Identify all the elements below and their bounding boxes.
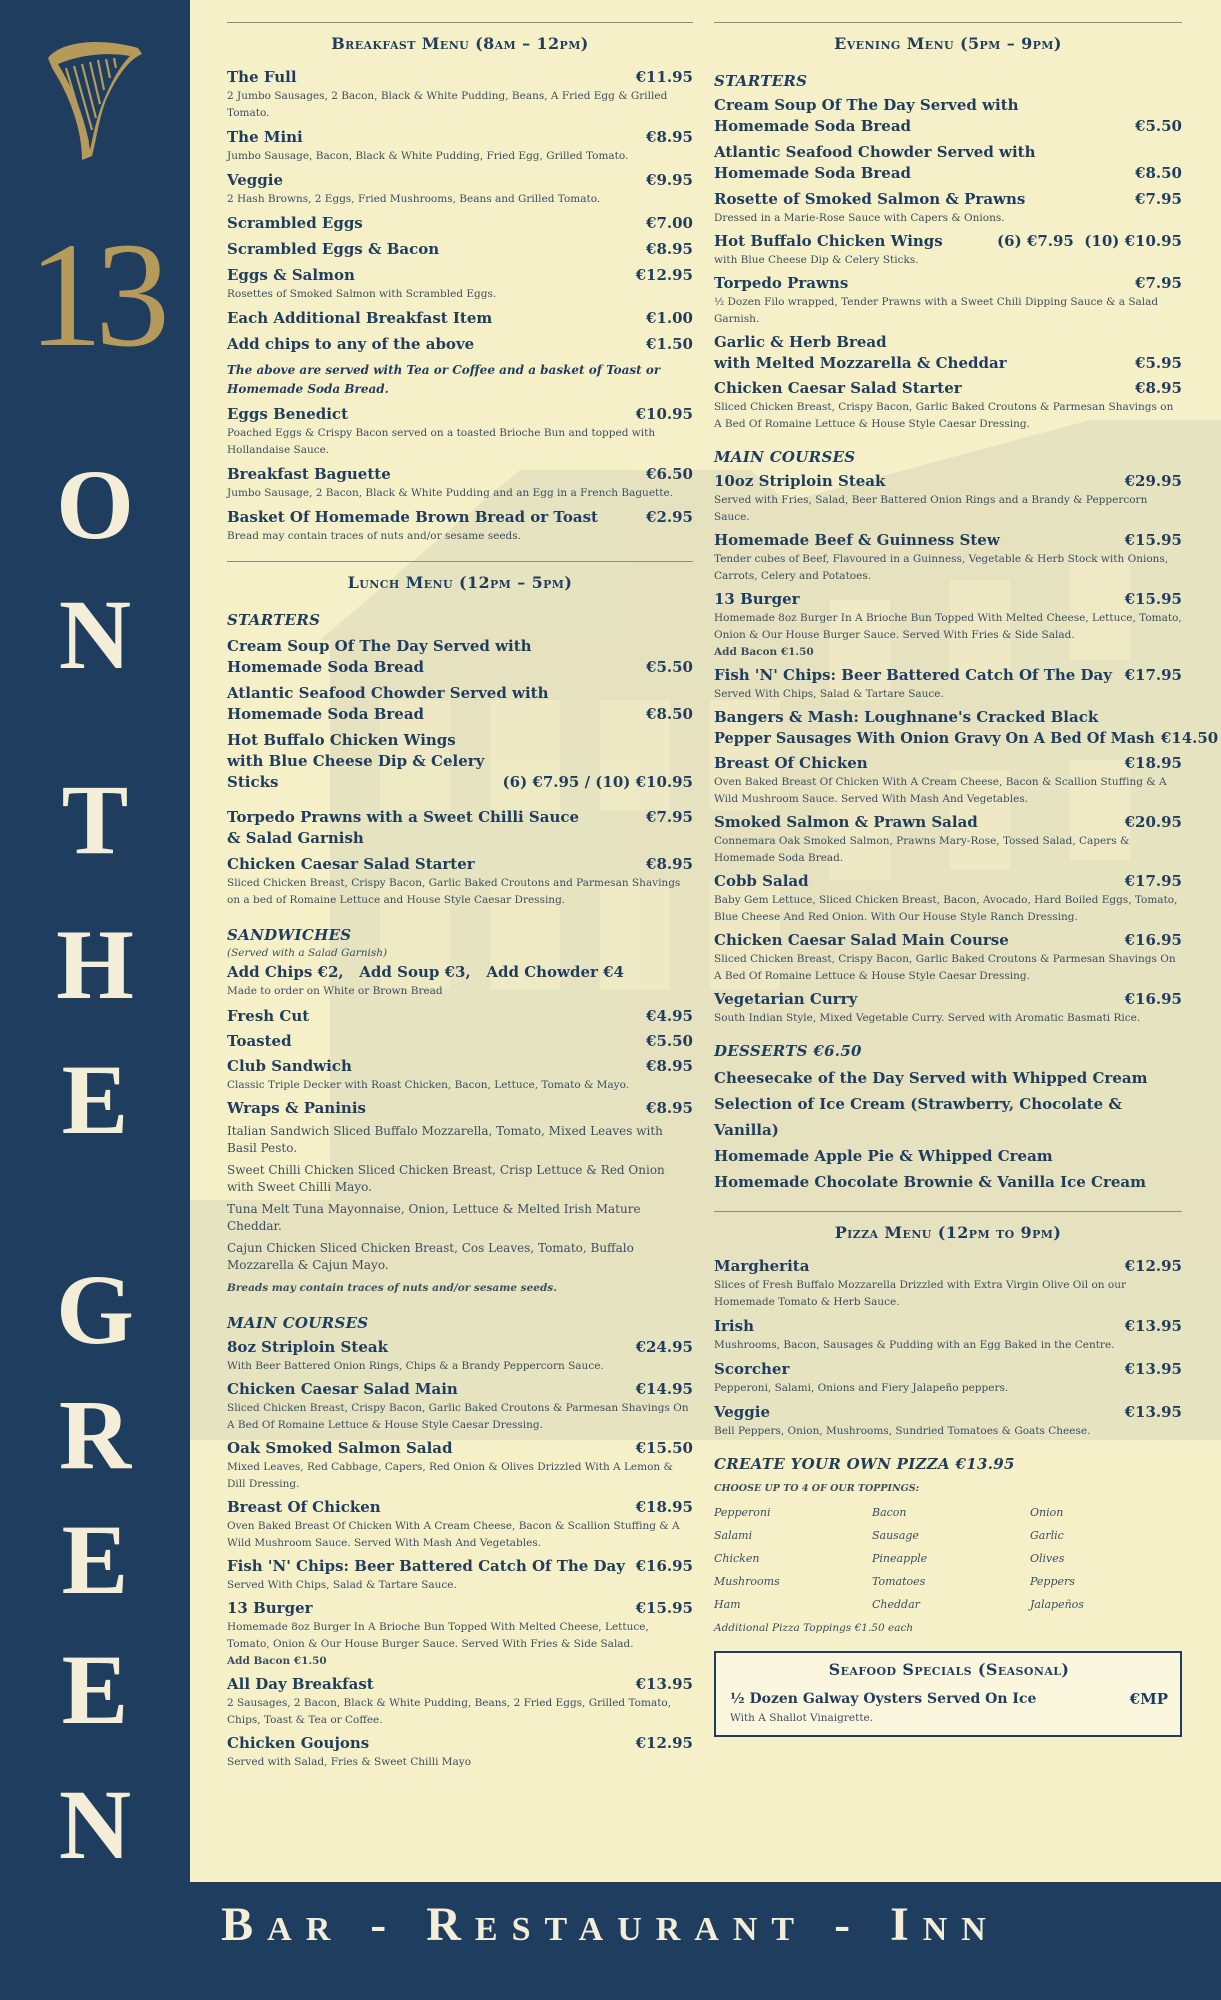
item-name: Fresh Cut	[227, 1007, 310, 1025]
item-name-line: & Salad Garnish	[227, 829, 364, 847]
item-name: Homemade Soda Bread	[227, 658, 425, 676]
item-price: €7.00	[646, 214, 693, 232]
item-name: Eggs & Salmon	[227, 266, 355, 284]
item-desc: Jumbo Sausage, 2 Bacon, Black & White Pudding and an Egg in a French Baguette.	[227, 487, 674, 499]
evening-starter	[714, 189, 1182, 227]
item-name: Homemade Beef & Guinness Stew	[714, 531, 1000, 549]
dessert-item: Cheesecake of the Day Served with Whipped Cream	[714, 1069, 1148, 1087]
evening-main	[714, 989, 1182, 1027]
item-name: Chicken Caesar Salad Main	[227, 1380, 458, 1398]
item-name: Fish 'N' Chips: Beer Battered Catch Of The Day	[227, 1557, 625, 1575]
item-name: Torpedo Prawns with a Sweet Chilli Sauce	[227, 808, 580, 826]
item-price: €8.95	[646, 1099, 693, 1117]
item-name: Oak Smoked Salmon Salad	[227, 1439, 453, 1457]
create-pizza-heading: CREATE YOUR OWN PIZZA €13.95	[714, 1455, 1015, 1473]
item-desc: With Beer Battered Onion Rings, Chips & a Brandy Peppercorn Sauce.	[227, 1360, 604, 1372]
item-price: €5.50	[646, 1032, 693, 1050]
item-name-line: Atlantic Seafood Chowder Served with	[714, 143, 1036, 161]
item-price: €14.50	[1160, 729, 1219, 747]
item-price: €24.95	[635, 1338, 693, 1356]
item-name-line: Atlantic Seafood Chowder Served with	[227, 684, 549, 702]
item-name: Homemade Soda Bread	[227, 705, 425, 723]
item-price: €1.50	[646, 335, 693, 353]
item-desc: Bell Peppers, Onion, Mushrooms, Sundried Tomatoes & Goats Cheese.	[714, 1425, 1091, 1437]
sandwich-item	[227, 1031, 693, 1052]
item-name: The Mini	[227, 128, 303, 146]
lunch-menu-title: Lunch Menu (12pm – 5pm)	[347, 573, 573, 592]
breakfast-item	[227, 127, 693, 165]
evening-starter	[714, 273, 1182, 328]
item-name: Cobb Salad	[714, 872, 809, 890]
topping: Pineapple	[872, 1552, 928, 1565]
lunch-starter	[227, 730, 693, 793]
brand-letter: G	[56, 1254, 134, 1365]
item-name: Homemade Soda Bread	[714, 164, 912, 182]
item-name: Eggs Benedict	[227, 405, 348, 423]
bread-note: Breads may contain traces of nuts and/or sesame seeds.	[227, 1282, 557, 1294]
item-name: Add chips to any of the above	[227, 335, 475, 353]
item-desc: Served with Fries, Salad, Beer Battered Onion Rings and a Brandy & Peppercorn Sauce.	[714, 494, 1148, 523]
item-price: €7.95	[1135, 274, 1182, 292]
item-desc: Sliced Chicken Breast, Crispy Bacon, Garlic Baked Croutons & Parmesan Shavings On A Bed Of Romaine Lettuce & House Style Caesar Dressing.	[714, 953, 1176, 982]
item-desc: Baby Gem Lettuce, Sliced Chicken Breast, Bacon, Avocado, Hard Boiled Eggs, Tomato, Blue Cheese And Red Onion. With Our House Style Ranch Dressing.	[714, 894, 1178, 923]
dessert-item: Homemade Apple Pie & Whipped Cream	[714, 1147, 1053, 1165]
lunch-main	[227, 1598, 693, 1670]
divider	[227, 22, 693, 23]
seafood-title: Seafood Specials (Seasonal)	[828, 1660, 1070, 1679]
item-price: €8.95	[1135, 379, 1182, 397]
evening-main	[714, 589, 1182, 661]
sandwich-addons: Add Chips €2, Add Soup €3, Add Chowder €4	[227, 963, 624, 981]
breakfast-note: The above are served with Tea or Coffee and a basket of Toast or Homemade Soda Bread.	[227, 363, 661, 396]
item-price: €15.95	[635, 1599, 693, 1617]
item-name: Scrambled Eggs	[227, 214, 363, 232]
pizza-menu-title: Pizza Menu (12pm to 9pm)	[834, 1223, 1062, 1242]
wrap-option: Sweet Chilli Chicken Sliced Chicken Breast, Crisp Lettuce & Red Onion with Sweet Chilli Mayo.	[227, 1163, 665, 1194]
topping: Bacon	[872, 1506, 907, 1519]
evening-main	[714, 930, 1182, 985]
item-desc: South Indian Style, Mixed Vegetable Curry. Served with Aromatic Basmati Rice.	[714, 1012, 1141, 1024]
topping: Olives	[1030, 1552, 1065, 1565]
item-name: Margherita	[714, 1257, 810, 1275]
lunch-starter	[227, 636, 693, 678]
item-name: Homemade Soda Bread	[714, 117, 912, 135]
evening-starters-heading: STARTERS	[714, 72, 808, 90]
item-price: €15.95	[1124, 531, 1182, 549]
item-name: Vegetarian Curry	[714, 990, 858, 1008]
item-price: €13.95	[635, 1675, 693, 1693]
item-desc: Mixed Leaves, Red Cabbage, Capers, Red Onion & Olives Drizzled With A Lemon & Dill Dressing.	[227, 1461, 673, 1490]
item-name: Chicken Caesar Salad Starter	[714, 379, 962, 397]
item-name: Club Sandwich	[227, 1057, 352, 1075]
item-price: €5.50	[1135, 117, 1182, 135]
evening-mains-heading: MAIN COURSES	[714, 448, 856, 466]
dessert-item: Homemade Chocolate Brownie & Vanilla Ice Cream	[714, 1173, 1146, 1191]
evening-main	[714, 471, 1182, 526]
evening-starter	[714, 142, 1182, 184]
item-price: (6) €7.95 / (10) €10.95	[502, 773, 693, 791]
item-desc: With A Shallot Vinaigrette.	[730, 1712, 874, 1724]
item-price: €MP	[1129, 1690, 1168, 1708]
item-name: Rosette of Smoked Salmon & Prawns	[714, 190, 1026, 208]
item-price: €12.95	[635, 266, 693, 284]
brand-letter: N	[58, 1769, 132, 1880]
item-price: (6) €7.95 (10) €10.95	[997, 232, 1182, 250]
breakfast-menu-title: Breakfast Menu (8am – 12pm)	[331, 34, 589, 53]
item-desc: Oven Baked Breast Of Chicken With A Cream Cheese, Bacon & Scallion Stuffing & A Wild Mushroom Sauce. Served With Mash And Vegetables.	[227, 1520, 680, 1549]
item-price: €11.95	[635, 68, 693, 86]
breakfast-item	[227, 170, 693, 208]
item-name: 13 Burger	[227, 1599, 313, 1617]
item-desc: Served with Salad, Fries & Sweet Chilli Mayo	[227, 1756, 472, 1768]
left-column	[227, 22, 693, 1771]
item-price: €13.95	[1124, 1360, 1182, 1378]
wrap-option: Cajun Chicken Sliced Chicken Breast, Cos Leaves, Tomato, Buffalo Mozzarella & Cajun Mayo.	[227, 1241, 634, 1272]
item-name: 10oz Striploin Steak	[714, 472, 886, 490]
item-name: Chicken Caesar Salad Starter	[227, 855, 475, 873]
lunch-starters-heading: STARTERS	[227, 611, 321, 629]
item-name: Breakfast Baguette	[227, 465, 391, 483]
breakfast-item	[227, 67, 693, 122]
item-name: Chicken Caesar Salad Main Course	[714, 931, 1009, 949]
topping: Peppers	[1030, 1575, 1075, 1588]
item-name: Scrambled Eggs & Bacon	[227, 240, 440, 258]
item-desc: 2 Jumbo Sausages, 2 Bacon, Black & White Pudding, Beans, A Fried Egg & Grilled Tomato.	[227, 90, 668, 119]
item-name: Chicken Goujons	[227, 1734, 370, 1752]
lunch-main	[227, 1379, 693, 1434]
topping: Mushrooms	[714, 1575, 780, 1588]
topping: Onion	[1030, 1506, 1064, 1519]
item-price: €8.50	[646, 705, 693, 723]
brand-letter: H	[56, 909, 134, 1020]
breakfast-item	[227, 265, 693, 303]
item-desc: Rosettes of Smoked Salmon with Scrambled Eggs.	[227, 288, 497, 300]
item-desc: 2 Sausages, 2 Bacon, Black & White Pudding, Beans, 2 Fried Eggs, Grilled Tomato, Chips, Toast & Tea or Coffee.	[227, 1697, 672, 1726]
item-desc: Homemade 8oz Burger In A Brioche Bun Topped With Melted Cheese, Lettuce, Tomato, Onion & Our House Burger Sauce. Served With Fries & Side Salad.	[227, 1621, 649, 1650]
item-price: €20.95	[1124, 813, 1182, 831]
item-desc: Jumbo Sausage, Bacon, Black & White Pudding, Fried Egg, Grilled Tomato.	[227, 150, 629, 162]
item-price: €16.95	[635, 1557, 693, 1575]
item-name: Pepper Sausages With Onion Gravy On A Bed Of Mash	[714, 730, 1155, 747]
item-price: €8.95	[646, 855, 693, 873]
item-desc: Pepperoni, Salami, Onions and Fiery Jalapeño peppers.	[714, 1382, 1009, 1394]
item-price: €7.95	[646, 808, 693, 826]
item-name: Fish 'N' Chips: Beer Battered Catch Of The Day	[714, 666, 1112, 684]
item-name: Breast Of Chicken	[714, 754, 868, 772]
brand-letter: R	[58, 1379, 132, 1490]
topping: Cheddar	[872, 1598, 920, 1611]
item-desc: Sliced Chicken Breast, Crispy Bacon, Garlic Baked Croutons and Parmesan Shavings on a bed of Romaine Lettuce and House Style Caesar Dressing.	[227, 877, 681, 906]
item-price: €7.95	[1135, 190, 1182, 208]
item-name-line: Cream Soup Of The Day Served with	[227, 637, 532, 655]
item-name: 13 Burger	[714, 590, 800, 608]
footer-tagline: Bar - Restaurant - Inn	[221, 1898, 1000, 1951]
sandwiches-note: (Served with a Salad Garnish)	[227, 947, 388, 959]
item-price: €5.50	[646, 658, 693, 676]
evening-main	[714, 665, 1182, 703]
lunch-main	[227, 1337, 693, 1375]
topping: Chicken	[714, 1552, 760, 1565]
topping: Pepperoni	[714, 1506, 771, 1519]
lunch-mains-heading: MAIN COURSES	[227, 1314, 369, 1332]
item-name: Veggie	[714, 1403, 771, 1421]
brand-number: 13	[28, 212, 162, 378]
item-desc: Connemara Oak Smoked Salmon, Prawns Mary-Rose, Tossed Salad, Capers & Homemade Soda Bread.	[714, 835, 1130, 864]
item-name: Veggie	[227, 171, 284, 189]
item-price: €8.95	[646, 1057, 693, 1075]
item-name: Each Additional Breakfast Item	[227, 309, 493, 327]
footer-banner	[0, 1882, 1221, 2000]
lunch-starter	[227, 683, 693, 725]
item-name: All Day Breakfast	[227, 1675, 374, 1693]
item-price: €6.50	[646, 465, 693, 483]
item-desc: Homemade 8oz Burger In A Brioche Bun Topped With Melted Cheese, Lettuce, Tomato, Onion & Our House Burger Sauce. Served With Fries & Side Salad.	[714, 612, 1182, 641]
item-price: €10.95	[635, 405, 693, 423]
sandwich-item	[227, 1098, 693, 1119]
lunch-main	[227, 1497, 693, 1552]
item-name: Hot Buffalo Chicken Wings	[714, 232, 943, 250]
item-name: Irish	[714, 1317, 754, 1335]
brand-letter: T	[61, 764, 129, 875]
brand-letter: E	[61, 1634, 129, 1745]
item-desc: Slices of Fresh Buffalo Mozzarella Drizzled with Extra Virgin Olive Oil on our Homemade Tomato & Herb Sauce.	[714, 1279, 1126, 1308]
pizza-item	[714, 1402, 1182, 1440]
item-name: Breast Of Chicken	[227, 1498, 381, 1516]
divider	[714, 1211, 1182, 1212]
item-desc: Poached Eggs & Crispy Bacon served on a toasted Brioche Bun and topped with Hollandaise Sauce.	[227, 427, 656, 456]
lunch-main	[227, 1733, 693, 1771]
item-desc: Classic Triple Decker with Roast Chicken, Bacon, Lettuce, Tomato & Mayo.	[227, 1079, 630, 1091]
lunch-main	[227, 1438, 693, 1493]
item-name: Wraps & Paninis	[227, 1099, 366, 1117]
item-price: €18.95	[1124, 754, 1182, 772]
item-name: ½ Dozen Galway Oysters Served On Ice	[730, 1691, 1037, 1707]
brand-sidebar	[0, 0, 190, 1882]
breakfast-item	[227, 308, 693, 329]
item-price: €13.95	[1124, 1403, 1182, 1421]
brand-letter: O	[56, 449, 134, 560]
item-name-line: Bangers & Mash: Loughnane's Cracked Black	[714, 708, 1099, 726]
item-name: The Full	[227, 68, 297, 86]
divider	[227, 561, 693, 562]
item-price: €8.95	[646, 128, 693, 146]
breakfast-item	[227, 239, 693, 260]
toppings-grid	[714, 1501, 1182, 1616]
evening-starter	[714, 95, 1182, 137]
evening-main	[714, 812, 1182, 867]
item-name-line: Garlic & Herb Bread	[714, 333, 887, 351]
item-desc: Mushrooms, Bacon, Sausages & Pudding with an Egg Baked in the Centre.	[714, 1339, 1115, 1351]
item-price: €17.95	[1124, 666, 1182, 684]
item-name: Smoked Salmon & Prawn Salad	[714, 813, 978, 831]
harp-logo-icon	[42, 38, 146, 162]
item-name: Basket Of Homemade Brown Bread or Toast	[227, 508, 598, 526]
breakfast-item	[227, 334, 693, 355]
topping: Tomatoes	[872, 1575, 926, 1588]
topping: Salami	[714, 1529, 753, 1542]
item-price: €4.95	[646, 1007, 693, 1025]
evening-main	[714, 753, 1182, 808]
extra-toppings-note: Additional Pizza Toppings €1.50 each	[714, 1622, 914, 1634]
item-price: €12.95	[1124, 1257, 1182, 1275]
pizza-item	[714, 1316, 1182, 1354]
item-desc: Tender cubes of Beef, Flavoured in a Guinness, Vegetable & Herb Stock with Onions, Carrots, Celery and Potatoes.	[714, 553, 1169, 582]
breakfast-item	[227, 404, 693, 459]
item-price: €8.50	[1135, 164, 1182, 182]
seafood-specials-box	[714, 1651, 1182, 1737]
item-price: €12.95	[635, 1734, 693, 1752]
item-price: €2.95	[646, 508, 693, 526]
sandwich-item	[227, 1006, 693, 1027]
evening-main	[714, 530, 1182, 585]
brand-letter: N	[58, 579, 132, 690]
item-price: €5.95	[1135, 354, 1182, 372]
item-name: with Melted Mozzarella & Cheddar	[714, 354, 1007, 372]
item-desc: Sliced Chicken Breast, Crispy Bacon, Garlic Baked Croutons & Parmesan Shavings on A Bed Of Romaine Lettuce & House Style Caesar Dressing.	[714, 401, 1174, 430]
topping: Garlic	[1030, 1529, 1064, 1542]
item-name: 8oz Striploin Steak	[227, 1338, 388, 1356]
item-name: Toasted	[227, 1032, 292, 1050]
item-desc: Oven Baked Breast Of Chicken With A Cream Cheese, Bacon & Scallion Stuffing & A Wild Mushroom Sauce. Served With Mash And Vegetables.	[714, 776, 1167, 805]
evening-starter	[714, 231, 1182, 269]
item-price: €8.95	[646, 240, 693, 258]
item-price: €17.95	[1124, 872, 1182, 890]
desserts-heading: DESSERTS €6.50	[714, 1042, 862, 1060]
item-name-line: Cream Soup Of The Day Served with	[714, 96, 1019, 114]
item-name: with Blue Cheese Dip & Celery Sticks	[227, 752, 485, 791]
item-extra: Add Bacon €1.50	[227, 1655, 327, 1667]
breakfast-item	[227, 213, 693, 234]
item-desc: Bread may contain traces of nuts and/or sesame seeds.	[227, 530, 521, 542]
topping: Ham	[714, 1598, 741, 1611]
item-desc: Served With Chips, Salad & Tartare Sauce.	[714, 688, 944, 700]
evening-menu-title: Evening Menu (5pm – 9pm)	[834, 34, 1062, 53]
sandwich-item	[227, 1056, 693, 1094]
item-desc: 2 Hash Browns, 2 Eggs, Fried Mushrooms, Beans and Grilled Tomato.	[227, 193, 601, 205]
item-name: Torpedo Prawns	[714, 274, 849, 292]
sandwiches-heading: SANDWICHES	[227, 926, 352, 944]
item-price: €15.50	[635, 1439, 693, 1457]
item-name-line: Hot Buffalo Chicken Wings	[227, 731, 456, 749]
evening-starter	[714, 378, 1182, 433]
topping: Sausage	[872, 1529, 919, 1542]
brand-letter: E	[61, 1504, 129, 1615]
topping: Jalapeños	[1030, 1598, 1084, 1611]
item-desc: Dressed in a Marie-Rose Sauce with Capers & Onions.	[714, 212, 1005, 224]
item-price: €1.00	[646, 309, 693, 327]
divider	[714, 22, 1182, 23]
item-desc: with Blue Cheese Dip & Celery Sticks.	[714, 254, 919, 266]
brand-letter: E	[61, 1044, 129, 1155]
item-price: €14.95	[635, 1380, 693, 1398]
breakfast-item	[227, 507, 693, 545]
lunch-starter	[227, 807, 693, 849]
item-price: €9.95	[646, 171, 693, 189]
item-desc: ½ Dozen Filo wrapped, Tender Prawns with a Sweet Chili Dipping Sauce & a Salad Garnish.	[714, 296, 1159, 325]
lunch-main	[227, 1674, 693, 1729]
item-desc: Sliced Chicken Breast, Crispy Bacon, Garlic Baked Croutons & Parmesan Shavings On A Bed Of Romaine Lettuce & House Style Caesar Dressing.	[227, 1402, 689, 1431]
evening-main	[714, 707, 1219, 749]
item-price: €18.95	[635, 1498, 693, 1516]
item-price: €29.95	[1124, 472, 1182, 490]
evening-starter	[714, 332, 1182, 374]
item-price: €16.95	[1124, 990, 1182, 1008]
item-price: €15.95	[1124, 590, 1182, 608]
lunch-main	[227, 1556, 693, 1594]
item-name: Scorcher	[714, 1360, 790, 1378]
wrap-option: Tuna Melt Tuna Mayonnaise, Onion, Lettuce & Melted Irish Mature Cheddar.	[227, 1202, 641, 1233]
pizza-item	[714, 1359, 1182, 1397]
item-price: €16.95	[1124, 931, 1182, 949]
toppings-instruction: CHOOSE UP TO 4 OF OUR TOPPINGS:	[714, 1483, 920, 1494]
evening-main	[714, 871, 1182, 926]
wrap-option: Italian Sandwich Sliced Buffalo Mozzarella, Tomato, Mixed Leaves with Basil Pesto.	[227, 1124, 663, 1155]
breakfast-item	[227, 464, 693, 502]
dessert-item: Selection of Ice Cream (Strawberry, Chocolate & Vanilla)	[714, 1095, 1122, 1139]
lunch-starter	[227, 854, 693, 909]
item-price: €13.95	[1124, 1317, 1182, 1335]
item-desc: Served With Chips, Salad & Tartare Sauce.	[227, 1579, 457, 1591]
pizza-item	[714, 1256, 1182, 1311]
sandwich-addons-desc: Made to order on White or Brown Bread	[227, 985, 443, 997]
item-extra: Add Bacon €1.50	[714, 646, 814, 658]
right-column	[714, 22, 1219, 1737]
